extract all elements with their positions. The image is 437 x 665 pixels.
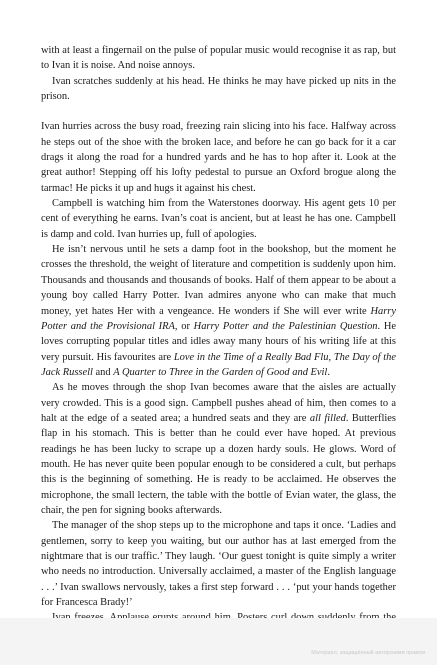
paragraph xyxy=(41,74,396,105)
paragraph-text: The manager of the shop steps up to the microphone and taps it once. ‘Ladies and gentlemen, sorry to keep you waiting, but our author has at last emerged from the nightmare that is our traffic.’ They laugh. ‘Our guest tonight is quite simply a writer who needs no introduction. Universally acclaimed, a master of the English language . . .’ Ivan swallows nervously, takes a first step forward . . . ‘put your hands together for Francesca Brady!’ xyxy=(41,520,396,609)
paragraph xyxy=(41,380,396,518)
italic-title-text: Harry Potter and the Provisional IRA xyxy=(41,305,396,332)
paragraph xyxy=(41,196,396,242)
paragraph-text: Ivan scratches suddenly at his head. He thinks he may have picked up nits in the prison. xyxy=(41,75,396,103)
book-page-text xyxy=(41,43,396,641)
paragraph-text: with at least a fingernail on the pulse of popular music would recognise it as rap, but to Ivan it is noise. And noise annoys. xyxy=(41,45,396,72)
italic-title-text: Harry Potter and the Palestinian Question xyxy=(193,320,378,332)
italic-title-text: all filled xyxy=(309,412,346,424)
paragraph-text: As he moves through the shop Ivan becomes aware that the aisles are actually very crowded. This is a good sign. Campbell pushes ahead of him, then comes to a halt at the edge of a seated area; a hundred seats and they are xyxy=(41,382,396,424)
italic-title-text: A Quarter to Three in the Garden of Good and Evil xyxy=(113,366,328,378)
paragraph-text: He isn’t nervous until he sets a damp foot in the bookshop, but the moment he crosses the threshold, the weight of literature and competition is suddenly upon him. Thousands and thousands and thousands of books. Half of them appear to be about a young boy called Harry Potter. Ivan admires anyone who can make that much money, yet hates Her with a vengeance. He wonders if She will ever write xyxy=(41,244,396,317)
paragraph-text: , or xyxy=(174,320,194,332)
paragraph-text: Ivan hurries across the busy road, freezing rain slicing into his face. Halfway across he steps out of the shoe with the broken lace, and before he can go back for it a car drags it along the road for a hundred yards and he has to hop after it. Look at the great author! Stepping off his lofty pedestal to pursue an Oxford brogue along the tarmac! He picks it up and hugs it against his chest. xyxy=(41,121,396,194)
paragraph-text: . Butterflies flap in his stomach. This is better than he could ever have hoped. At previous readings he has been lucky to scrape up a dozen hardy souls. He glows. Word of mouth. He has never quite been popular enough to be considered a cult, but perhaps this is the beginning of something. He is ready to be acclaimed. He observes the microphone, the small lectern, the table with the bottle of Evian water, the glass, the chair, the pen for signing books afterwards. xyxy=(41,412,396,516)
italic-title-text: Love in the Time of a Really Bad Flu, The Day of the Jack Russell xyxy=(41,351,396,378)
paragraph-text: . xyxy=(327,366,330,378)
paragraph-text: Campbell is watching him from the Waterstones doorway. His agent gets 10 per cent of everything he earns. Ivan’s coat is ancient, but at least he has one. Campbell is damp and cold. Ivan hurries up, full of apologies. xyxy=(41,198,396,240)
copyright-watermark: Материал, защищённый авторскими правом xyxy=(311,650,425,656)
page-footer-band xyxy=(0,618,437,665)
paragraph-text: and xyxy=(92,366,114,378)
section-break xyxy=(41,104,396,119)
paragraph-text: . He loves corrupting popular titles and idles away many hours of his writing life at this very pursuit. His favourites are xyxy=(41,320,397,363)
paragraph xyxy=(41,119,396,196)
paragraph xyxy=(41,518,396,610)
paragraph xyxy=(41,43,396,74)
paragraph xyxy=(41,242,396,380)
